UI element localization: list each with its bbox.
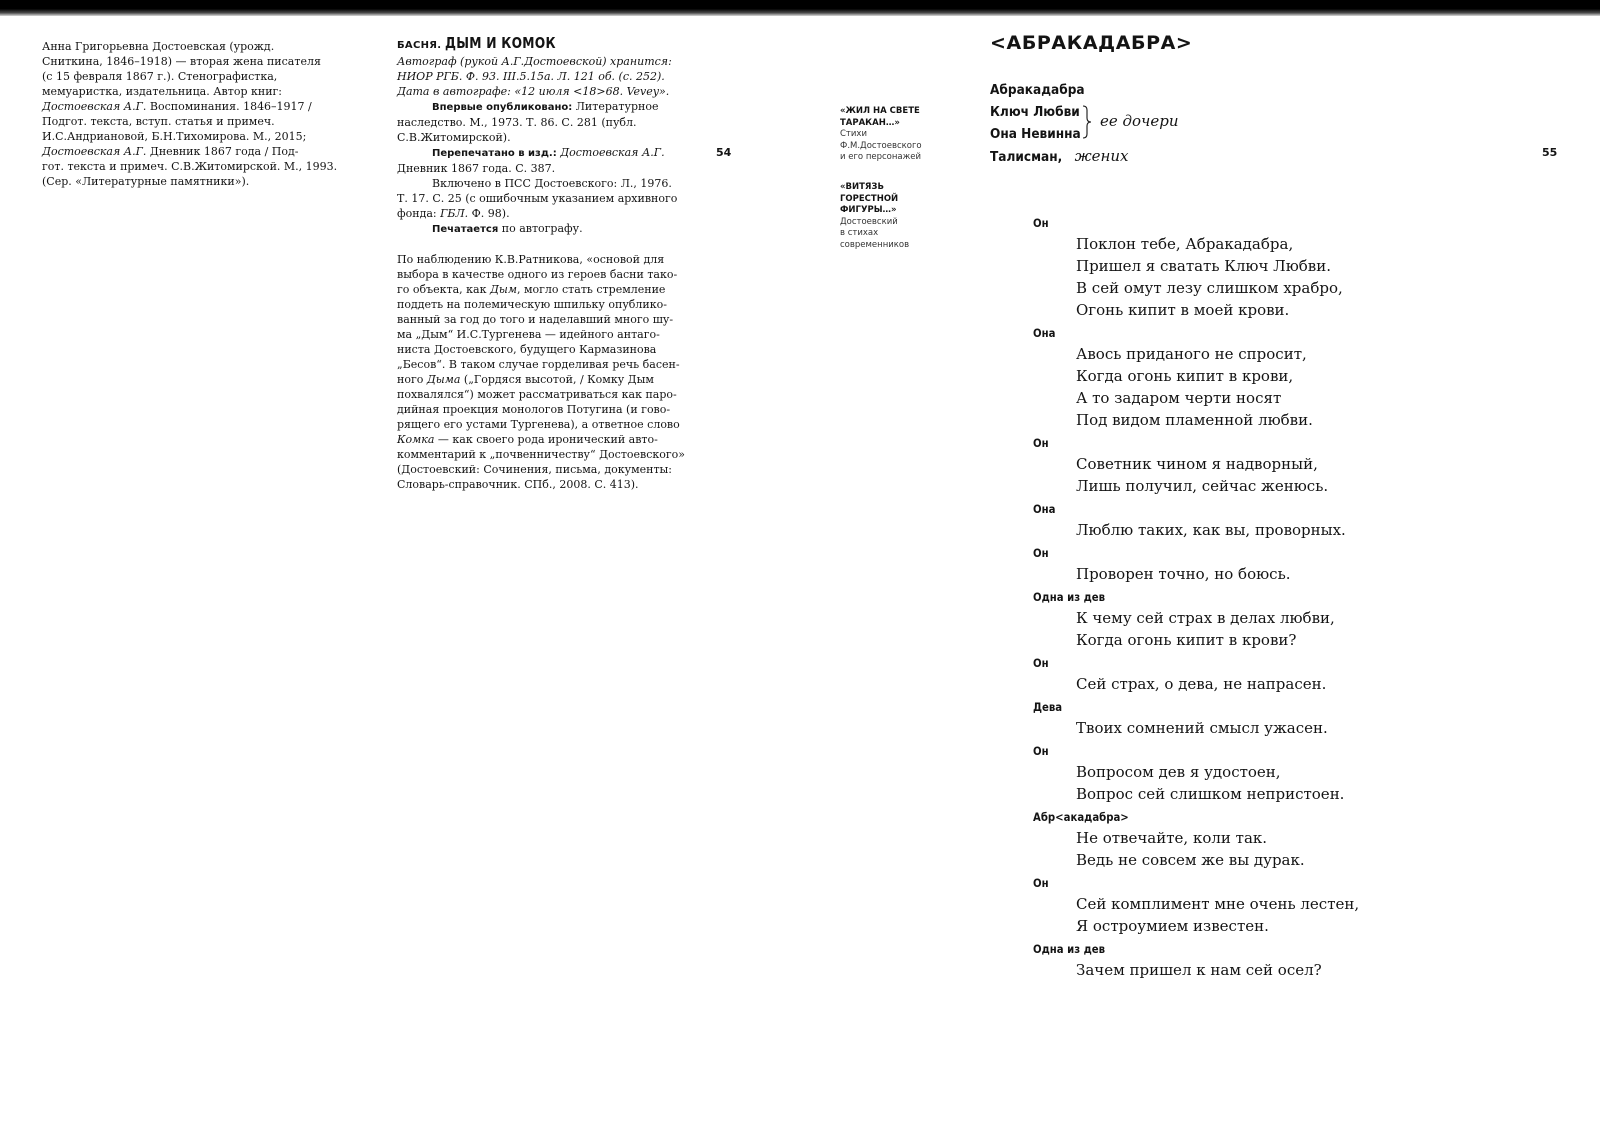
fable-line (397, 115, 697, 130)
sidebar-subtitle-line: Ф.М.Достоевского (840, 140, 922, 151)
sidebar-title-line: «ВИТЯЗЬ (840, 182, 884, 192)
speaker-label (1033, 652, 1553, 674)
brace-icon (1082, 105, 1092, 139)
fable-heading (397, 36, 697, 54)
cast-member (990, 145, 1129, 167)
speaker-label (1033, 498, 1553, 520)
verse-line: Авось приданого не спросит, (1076, 345, 1307, 363)
verse-line: А то задаром черти носят (1076, 389, 1282, 407)
bio-text: Анна Григорьевна Достоевская (урожд. (42, 40, 275, 53)
fable-line (397, 447, 697, 462)
fable-text: Т. 17. С. 25 (с ошибочным указанием архивного (397, 192, 678, 205)
fable-text: По наблюдению К.В.Ратникова, «основой для (397, 253, 665, 266)
sidebar-title-line: «ЖИЛ НА СВЕТЕ (840, 106, 920, 116)
speaker-label (1033, 586, 1553, 608)
fable-line (397, 221, 697, 237)
fable-line (397, 402, 697, 417)
bio-line (42, 159, 342, 174)
fable-text: С.В.Житомирской). (397, 131, 511, 144)
page-number-left: 54 (716, 146, 732, 159)
bio-line (42, 114, 342, 129)
speaker-name: Он (1033, 876, 1049, 890)
sidebar-subtitle-line: Стихи (840, 129, 867, 139)
verse-line: Я остроумием известен. (1076, 917, 1269, 935)
fable-text: похвалялся“) может рассматриваться как паро- (397, 388, 677, 401)
sidebar-title-line: ГОРЕСТНОЙ (840, 193, 899, 204)
fable-text: ного (397, 373, 427, 386)
fable-text: рящего его устами Тургенева), а ответное слово (397, 418, 680, 431)
cast-name: Абракадабра (990, 82, 1085, 98)
bio-text: Сниткина, 1846–1918) — вторая жена писателя (42, 55, 321, 68)
verse-line: Пришел я сватать Ключ Любви. (1076, 257, 1331, 275)
fable-line (397, 297, 697, 312)
fable-line (397, 130, 697, 145)
bio-text: Достоевская А.Г. (42, 100, 147, 113)
fable-text: (Достоевский: Сочинения, письма, документы: (397, 463, 673, 476)
cast-name: Талисман, (990, 149, 1063, 165)
sidebar-title-line: ФИГУРЫ…» (840, 205, 897, 215)
verse-line: Вопрос сей слишком непристоен. (1076, 785, 1345, 803)
bio-line (42, 54, 342, 69)
speaker-name: Он (1033, 436, 1049, 450)
fable-text: Достоевская А.Г. (560, 146, 665, 159)
bio-text: Воспоминания. 1846–1917 / (146, 100, 312, 113)
speaker-name: Он (1033, 744, 1049, 758)
verse-line: К чему сей страх в делах любви, (1076, 609, 1335, 627)
sidebar-entry-1 (840, 106, 950, 164)
fable-line (397, 372, 697, 387)
verse-line: Твоих сомнений смысл ужасен. (1076, 719, 1328, 737)
fable-text: ГБЛ. (440, 207, 469, 220)
fable-text: дийная проекция монологов Потугина (и гово- (397, 403, 671, 416)
bio-text: (Сер. «Литературные памятники»). (42, 175, 250, 188)
verse-line: Ведь не совсем же вы дурак. (1076, 851, 1305, 869)
page-number-right: 55 (1542, 146, 1558, 159)
verse-line: Советник чином я надворный, (1076, 455, 1318, 473)
verse-line: Не отвечайте, коли так. (1076, 829, 1268, 847)
cast-name: Ключ Любви (990, 104, 1080, 120)
bio-line (42, 129, 342, 144)
fable-text: ма „Дым“ И.С.Тургенева — идейного антаго- (397, 328, 660, 341)
fable-text: Комка (397, 433, 435, 446)
speaker-name: Дева (1033, 700, 1063, 714)
speaker-label (1033, 872, 1553, 894)
speaker-label (1033, 740, 1553, 762)
fable-text: Дата в автографе: «12 июля <18>68. Vevey». (397, 85, 670, 98)
fable-text: наследство. М., 1973. Т. 86. С. 281 (публ. (397, 116, 637, 129)
fable-line (397, 191, 697, 206)
speaker-label (1033, 938, 1553, 960)
verse-line: Сей страх, о дева, не напрасен. (1076, 675, 1327, 693)
fable-text: ниста Достоевского, будущего Кармазинова (397, 343, 657, 356)
bio-text: мемуаристка, издательница. Автор книг: (42, 85, 282, 98)
bio-line (42, 39, 342, 54)
fable-line (397, 432, 697, 447)
speaker-name: Он (1033, 546, 1049, 560)
fable-line (397, 161, 697, 176)
fable-text: Ф. 98). (468, 207, 510, 220)
verse-line: Сей комплимент мне очень лестен, (1076, 895, 1360, 913)
verse-line: Вопросом дев я удостоен, (1076, 763, 1281, 781)
speaker-name: Она (1033, 502, 1056, 516)
sidebar-subtitle-line: и его персонажей (840, 152, 922, 162)
fable-title: ДЫМ И КОМОК (444, 34, 556, 52)
speaker-name: Одна из дев (1033, 590, 1106, 604)
cast-member (990, 79, 1129, 101)
fable-line (397, 462, 697, 477)
verse-line: Под видом пламенной любви. (1076, 411, 1313, 429)
bio-text: Дневник 1867 года / Под- (146, 145, 299, 158)
bio-line (42, 174, 342, 189)
fable-text: го объекта, как (397, 283, 490, 296)
sidebar-subtitle-line: в стихах (840, 228, 879, 238)
bio-line (42, 144, 342, 159)
fable-text: , могло стать стремление (516, 283, 666, 296)
speaker-label (1033, 542, 1553, 564)
speaker-label (1033, 696, 1553, 718)
cast-name: Она Невинна (990, 126, 1081, 142)
speaker-label (1033, 432, 1553, 454)
fable-body (397, 54, 697, 492)
speaker-label (1033, 806, 1553, 828)
fable-text: выбора в качестве одного из героев басни тако- (397, 268, 678, 281)
verse-line: Зачем пришел к нам сей осел? (1076, 961, 1322, 979)
fable-notes (397, 36, 697, 492)
top-edge-bar (0, 0, 1600, 16)
fable-label: БАСНЯ. (397, 40, 442, 51)
fable-text: Печатается (432, 224, 499, 235)
fable-text: („Гордяся высотой, / Комку Дым (460, 373, 654, 386)
fable-text: поддеть на полемическую шпильку опублико- (397, 298, 667, 311)
fable-line (397, 99, 697, 115)
verse-line: Люблю таких, как вы, проворных. (1076, 521, 1346, 539)
cast-role: жених (1074, 147, 1129, 165)
fable-line (397, 387, 697, 402)
fable-line (397, 176, 697, 191)
bio-text: гот. текста и примеч. С.В.Житомирской. М., 1993. (42, 160, 338, 173)
fable-text: фонда: (397, 207, 441, 220)
bio-text: И.С.Андриановой, Б.Н.Тихомирова. М., 2015; (42, 130, 307, 143)
fable-text: Дым (489, 283, 517, 296)
fable-line (397, 357, 697, 372)
verse-line: Огонь кипит в моей крови. (1076, 301, 1290, 319)
speaker-name: Она (1033, 326, 1056, 340)
play-title: <АБРАКАДАБРА> (990, 32, 1193, 54)
fable-text: Словарь-справочник. СПб., 2008. С. 413). (397, 478, 639, 491)
sidebar-entry-2 (840, 182, 950, 251)
fable-line (397, 267, 697, 282)
fable-line (397, 206, 697, 221)
fable-text: Включено в ПСС Достоевского: Л., 1976. (432, 177, 672, 190)
speaker-name: Он (1033, 216, 1049, 230)
bio-text: Подгот. текста, вступ. статья и примеч. (42, 115, 275, 128)
verse-line: В сей омут лезу слишком храбро, (1076, 279, 1343, 297)
sidebar-subtitle-line: современников (840, 239, 910, 250)
bio-text: Достоевская А.Г. (42, 145, 147, 158)
fable-line (397, 69, 697, 84)
verse-line: Проворен точно, но боюсь. (1076, 565, 1291, 583)
fable-line (397, 312, 697, 327)
cast-brace-note: ее дочери (1100, 112, 1179, 130)
bio-line (42, 99, 342, 114)
speaker-name: Он (1033, 656, 1049, 670)
fable-text: ванный за год до того и наделавший много шу- (397, 313, 674, 326)
verse-line: Когда огонь кипит в крови? (1076, 631, 1297, 649)
fable-text: — как своего рода иронический авто- (434, 433, 658, 446)
fable-text: по автографу. (498, 222, 583, 235)
fable-line (397, 342, 697, 357)
verse-line: Когда огонь кипит в крови, (1076, 367, 1294, 385)
bio-line (42, 69, 342, 84)
fable-text: НИОР РГБ. Ф. 93. III.5.15а. Л. 121 об. (с. 252). (397, 70, 665, 83)
sidebar-subtitle-line: Достоевский (840, 216, 898, 227)
speaker-label (1033, 322, 1553, 344)
bio-line (42, 84, 342, 99)
fable-line (397, 84, 697, 99)
fable-line (397, 145, 697, 161)
fable-text: Дыма (426, 373, 461, 386)
fable-line (397, 417, 697, 432)
fable-line (397, 54, 697, 69)
bio-note (42, 39, 342, 189)
verse-line: Поклон тебе, Абракадабра, (1076, 235, 1294, 253)
paragraph-gap (397, 237, 697, 252)
fable-text: Автограф (рукой А.Г.Достоевской) хранится: (397, 55, 672, 68)
fable-line (397, 282, 697, 297)
fable-text: Дневник 1867 года. С. 387. (397, 162, 556, 175)
play-dialogue (1033, 212, 1553, 982)
speaker-name: Абр<акадабра> (1033, 810, 1129, 824)
fable-line (397, 477, 697, 492)
fable-line (397, 252, 697, 267)
fable-text: Литературное (572, 100, 659, 113)
sidebar-title-line: ТАРАКАН…» (840, 117, 900, 128)
speaker-label (1033, 212, 1553, 234)
fable-text: Перепечатано в изд.: (432, 148, 557, 159)
fable-text: комментарий к „почвенничеству“ Достоевского» (397, 448, 686, 461)
fable-text: „Бесов“. В таком случае горделивая речь басен- (397, 358, 680, 371)
speaker-name: Одна из дев (1033, 942, 1106, 956)
fable-text: Впервые опубликовано: (432, 102, 573, 113)
fable-line (397, 327, 697, 342)
verse-line: Лишь получил, сейчас женюсь. (1076, 477, 1329, 495)
bio-text: (с 15 февраля 1867 г.). Стенографистка, (42, 70, 278, 83)
